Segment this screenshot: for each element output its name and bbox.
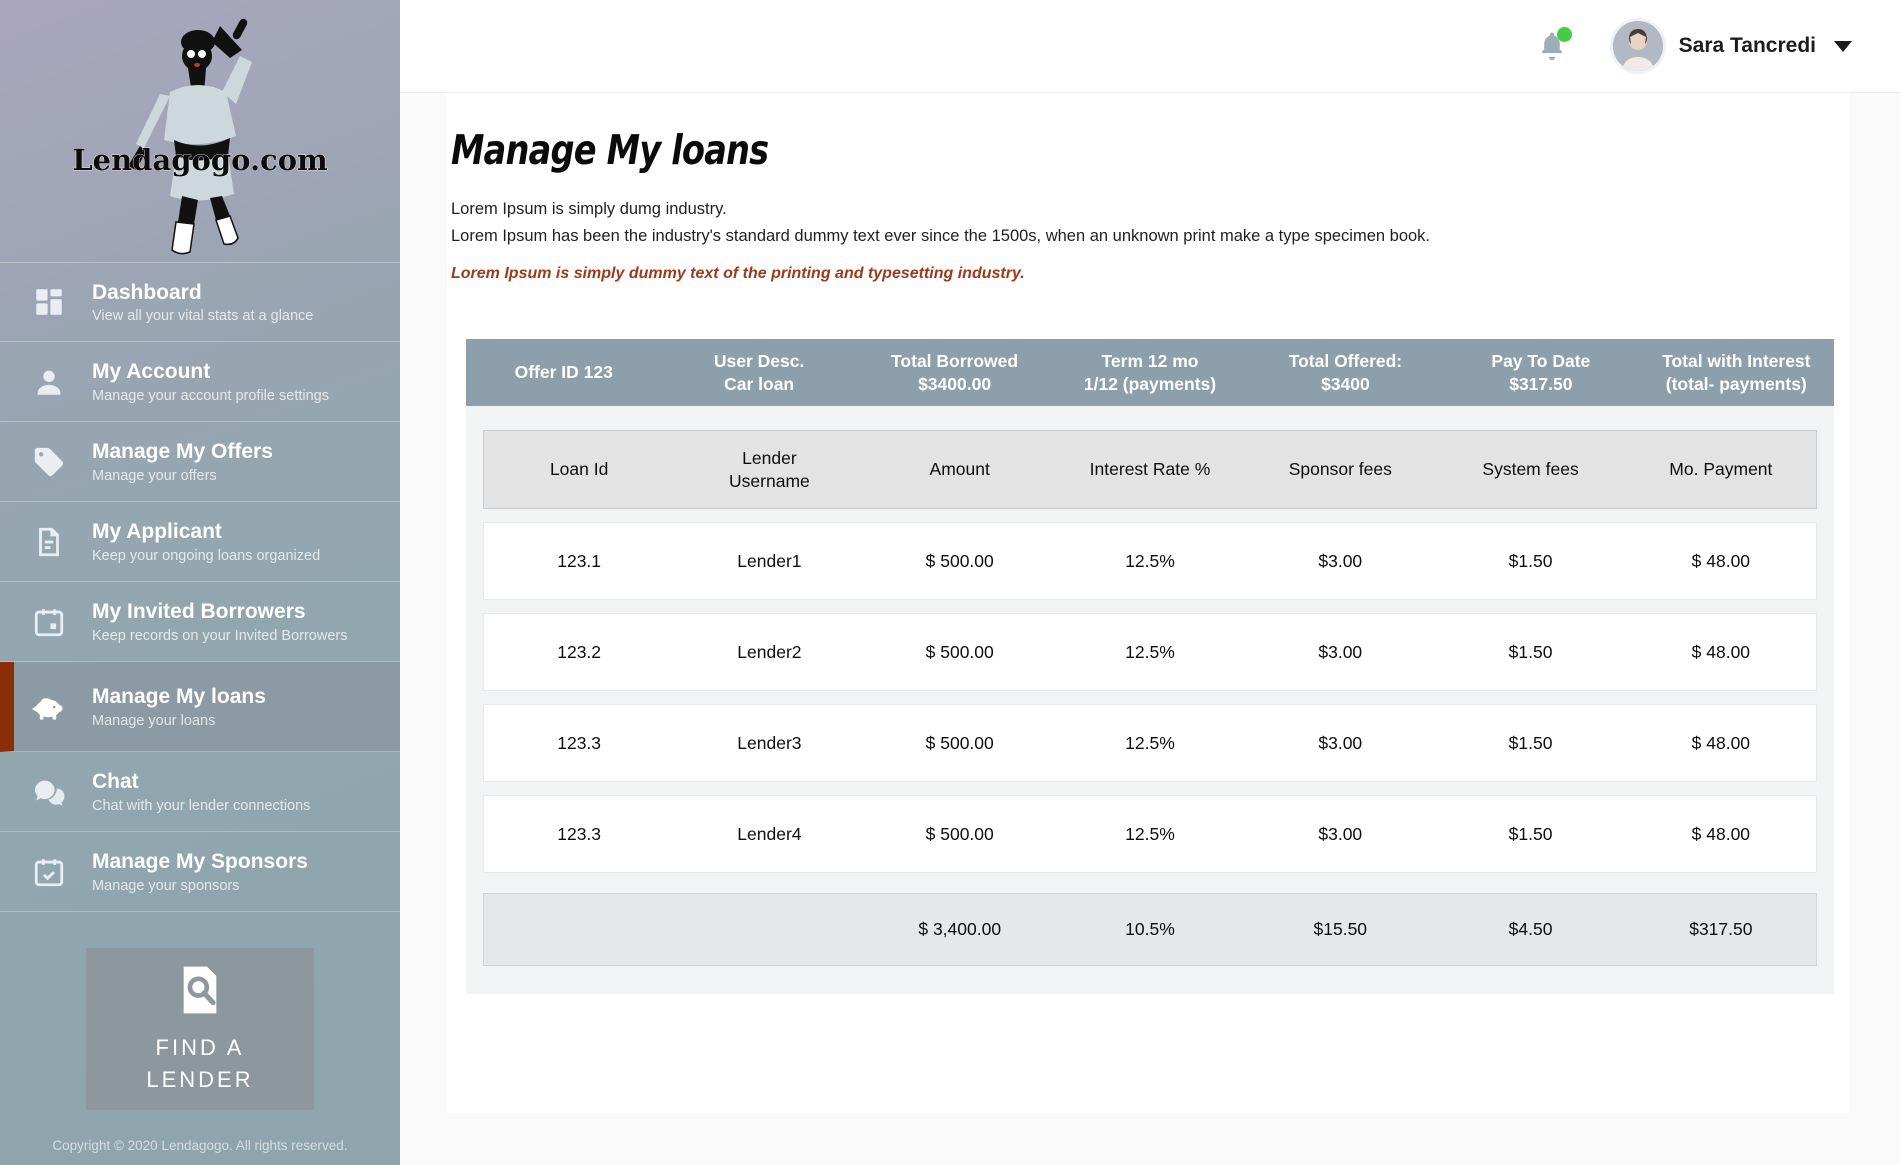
sidebar-item-chat[interactable]	[0, 752, 400, 832]
col-lender-username: Lender Username	[729, 447, 810, 491]
cell-mo-payment: $ 48.00	[1691, 550, 1751, 571]
document-icon	[28, 521, 70, 563]
sidebar-item-my-applicant[interactable]	[0, 502, 400, 582]
topbar	[400, 0, 1900, 93]
table-column-headers	[483, 430, 1817, 509]
tag-icon	[28, 441, 70, 483]
sidebar-item-manage-my-sponsors[interactable]	[0, 832, 400, 912]
sidebar-item-desc: Manage your offers	[92, 467, 217, 484]
find-lender-label: FIND A LENDER	[146, 1035, 254, 1092]
piggy-bank-icon	[28, 686, 70, 728]
total-interest-rate: 10.5%	[1125, 919, 1175, 939]
sidebar-item-desc: Keep your ongoing loans organized	[92, 547, 321, 564]
sidebar-item-label: My Invited Borrowers	[92, 600, 306, 624]
cell-mo-payment: $ 48.00	[1691, 732, 1751, 753]
cell-sponsor-fees: $3.00	[1318, 641, 1363, 662]
note-line: Lorem Ipsum is simply dummy text of the printing and typesetting industry.	[451, 265, 1025, 282]
sidebar-item-desc: Manage your sponsors	[92, 877, 240, 894]
copyright-text: Copyright © 2020 Lendagogo. All rights reserved.	[52, 1138, 348, 1153]
user-name[interactable]: Sara Tancredi	[1678, 34, 1816, 57]
cell-interest: 12.5%	[1125, 823, 1175, 844]
cell-system-fees: $1.50	[1508, 550, 1553, 571]
total-pay-to-date: $317.50	[1689, 919, 1753, 939]
sidebar-item-my-account[interactable]	[0, 342, 400, 422]
dashboard-icon	[28, 281, 70, 323]
banner-cell-pay-to-date: Pay To Date $317.50	[1491, 350, 1591, 394]
col-loan-id: Loan Id	[549, 459, 609, 479]
banner-cell-term: Term 12 mo 1/12 (payments)	[1083, 350, 1217, 394]
table-row[interactable]	[483, 522, 1817, 600]
col-interest-rate: Interest Rate %	[1089, 459, 1211, 479]
cell-amount: $ 500.00	[925, 732, 994, 753]
page-title: Manage My loans	[451, 126, 769, 174]
cell-interest: 12.5%	[1125, 641, 1175, 662]
brand-name-text: Lendagogo.com	[72, 143, 328, 177]
banner-cell-total-offered: Total Offered: $3400	[1288, 350, 1403, 394]
sidebar-item-label: Chat	[92, 770, 139, 794]
cell-system-fees: $1.50	[1508, 732, 1553, 753]
find-a-lender-button[interactable]	[86, 948, 314, 1110]
sidebar-item-desc: Manage your account profile settings	[92, 387, 329, 404]
totals-row	[483, 893, 1817, 966]
sidebar-item-desc: View all your vital stats at a glance	[92, 308, 314, 325]
cell-amount: $ 500.00	[925, 641, 994, 662]
cell-loan-id: 123.3	[557, 823, 602, 844]
cell-mo-payment: $ 48.00	[1691, 823, 1751, 844]
intro-line-2: Lorem Ipsum has been the industry's standard dummy text ever since the 1500s, when an unknown print make a type specimen book.	[451, 227, 1431, 245]
banner-cell-total-with-interest: Total with Interest (total- payments)	[1662, 350, 1811, 394]
banner-cell-user-desc: User Desc. Car loan	[713, 350, 805, 394]
cell-amount: $ 500.00	[925, 550, 994, 571]
avatar[interactable]	[1613, 21, 1663, 71]
banner-cell-offer-id: Offer ID 123	[514, 362, 613, 382]
col-amount: Amount	[929, 459, 990, 479]
sidebar-item-dashboard[interactable]	[0, 262, 400, 342]
sidebar-item-label: Manage My loans	[92, 685, 266, 709]
cell-lender: Lender1	[737, 550, 802, 571]
cell-sponsor-fees: $3.00	[1318, 550, 1363, 571]
notifications-button[interactable]	[1535, 29, 1569, 63]
cell-lender: Lender4	[737, 823, 802, 844]
cell-amount: $ 500.00	[925, 823, 994, 844]
dancing-figure-logo-icon	[70, 8, 330, 256]
offer-summary-banner	[466, 339, 1834, 406]
cell-loan-id: 123.2	[557, 641, 602, 662]
person-icon	[28, 361, 70, 403]
table-row[interactable]	[483, 795, 1817, 873]
col-sponsor-fees: Sponsor fees	[1288, 459, 1392, 479]
sidebar-item-desc: Keep records on your Invited Borrowers	[92, 627, 348, 644]
intro-line-1: Lorem Ipsum is simply dumg industry.	[451, 200, 727, 218]
cell-lender: Lender3	[737, 732, 802, 753]
sidebar-item-label: Manage My Sponsors	[92, 850, 308, 874]
chat-icon	[28, 771, 70, 813]
calendar-check-icon	[28, 851, 70, 893]
main-area	[400, 0, 1900, 1165]
col-mo-payment: Mo. Payment	[1669, 459, 1773, 479]
sidebar-item-desc: Chat with your lender connections	[92, 797, 311, 814]
table-row[interactable]	[483, 613, 1817, 691]
sidebar-item-label: Manage My Offers	[92, 440, 273, 464]
sidebar-item-manage-my-loans[interactable]	[0, 662, 400, 752]
total-sponsor-fees: $15.50	[1313, 919, 1368, 939]
sidebar-item-desc: Manage your loans	[92, 712, 216, 729]
total-amount: $ 3,400.00	[918, 919, 1002, 939]
cell-interest: 12.5%	[1125, 732, 1175, 753]
sidebar-nav	[0, 262, 400, 912]
cell-interest: 12.5%	[1125, 550, 1175, 571]
cell-loan-id: 123.3	[557, 732, 602, 753]
loans-table	[466, 339, 1834, 994]
col-system-fees: System fees	[1482, 459, 1579, 479]
brand-logo[interactable]	[0, 0, 400, 262]
notification-dot	[1557, 27, 1572, 42]
sidebar	[0, 0, 400, 1165]
content-card	[447, 93, 1850, 1113]
cell-system-fees: $1.50	[1508, 823, 1553, 844]
cell-lender: Lender2	[737, 641, 802, 662]
cell-sponsor-fees: $3.00	[1318, 823, 1363, 844]
table-row[interactable]	[483, 704, 1817, 782]
sidebar-item-my-invited-borrowers[interactable]	[0, 582, 400, 662]
sidebar-item-label: My Applicant	[92, 520, 222, 544]
calendar-icon	[28, 601, 70, 643]
sidebar-item-manage-my-offers[interactable]	[0, 422, 400, 502]
cell-mo-payment: $ 48.00	[1691, 641, 1751, 662]
total-system-fees: $4.50	[1508, 919, 1553, 939]
banner-cell-total-borrowed: Total Borrowed $3400.00	[891, 350, 1019, 394]
sidebar-item-label: Dashboard	[92, 280, 202, 304]
sidebar-item-label: My Account	[92, 360, 211, 384]
cell-system-fees: $1.50	[1508, 641, 1553, 662]
cell-sponsor-fees: $3.00	[1318, 732, 1363, 753]
find-lender-search-doc-icon	[172, 962, 228, 1018]
chevron-down-icon[interactable]	[1834, 41, 1852, 52]
cell-loan-id: 123.1	[557, 550, 602, 571]
